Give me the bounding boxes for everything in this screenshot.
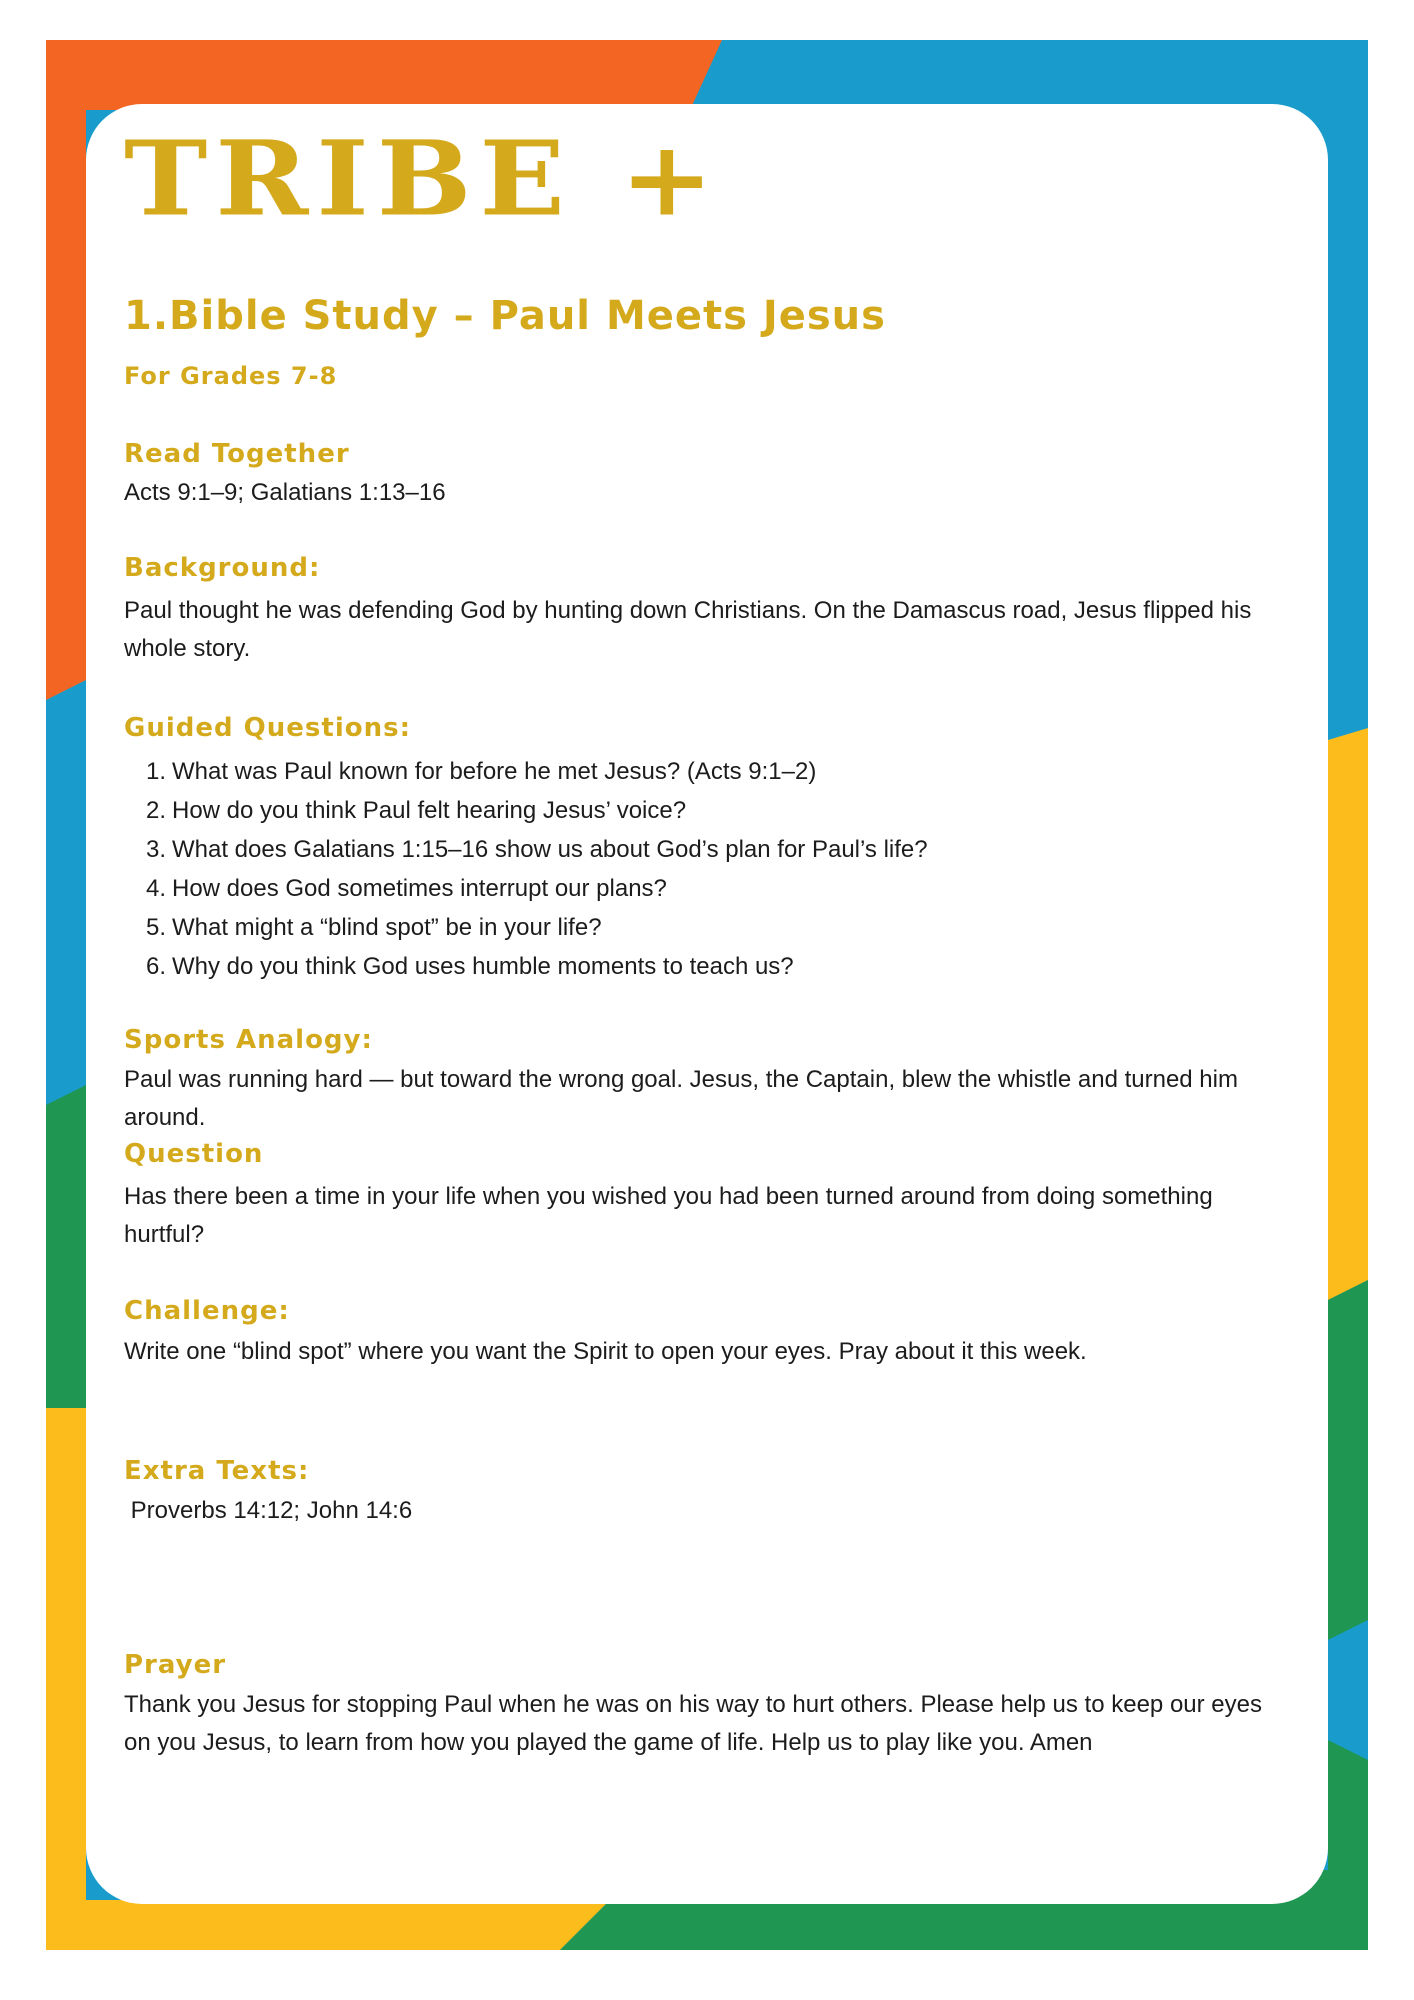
list-item: 3. What does Galatians 1:15–16 show us about God’s plan for Paul’s life? [146, 836, 928, 863]
guided-questions-list [146, 752, 928, 986]
prayer-heading: Prayer [124, 1650, 227, 1680]
question-text: Has there been a time in your life when you wished you had been turned around from doing something hurtful? [124, 1183, 1213, 1248]
extra-texts-heading: Extra Texts: [124, 1456, 310, 1486]
list-item: 6. Why do you think God uses humble moments to teach us? [146, 953, 794, 980]
sports-analogy-heading: Sports Analogy: [124, 1025, 373, 1055]
background-text: Paul thought he was defending God by hunting down Christians. On the Damascus road, Jesus flipped his whole story. [124, 597, 1252, 662]
sports-analogy-text: Paul was running hard — but toward the wrong goal. Jesus, the Captain, blew the whistle and turned him around. [124, 1066, 1238, 1131]
challenge-heading: Challenge: [124, 1296, 290, 1326]
extra-texts-text: Proverbs 14:12; John 14:6 [124, 1497, 413, 1524]
list-item: 2. How do you think Paul felt hearing Jesus’ voice? [146, 797, 687, 824]
read-together-heading: Read Together [124, 439, 350, 469]
challenge-text: Write one “blind spot” where you want the Spirit to open your eyes. Pray about it this week. [124, 1338, 1087, 1365]
guided-questions-heading: Guided Questions: [124, 713, 411, 743]
list-item: 5. What might a “blind spot” be in your life? [146, 914, 602, 941]
list-item: 1. What was Paul known for before he met Jesus? (Acts 9:1–2) [146, 758, 817, 785]
list-item: 4. How does God sometimes interrupt our plans? [146, 875, 667, 902]
question-heading: Question [124, 1139, 264, 1169]
background-heading: Background: [124, 553, 321, 583]
prayer-text: Thank you Jesus for stopping Paul when he was on his way to hurt others. Please help us to keep our eyes on you Jesus, to learn from how you played the game of life. Help us to play like you. Amen [124, 1691, 1262, 1756]
read-together-text: Acts 9:1–9; Galatians 1:13–16 [124, 479, 446, 506]
page-subtitle: For Grades 7-8 [124, 362, 338, 390]
brand-title: TRIBE + [124, 118, 722, 240]
page-title: 1.Bible Study – Paul Meets Jesus [124, 293, 886, 339]
